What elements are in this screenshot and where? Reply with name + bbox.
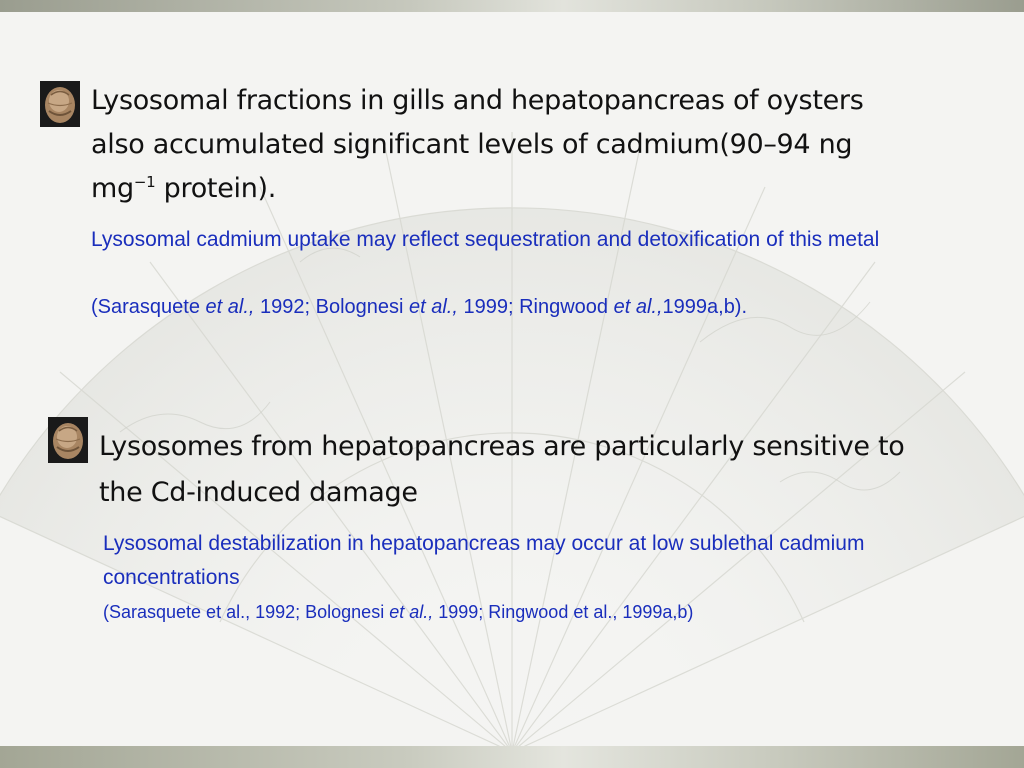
oyster-shell-icon xyxy=(40,81,80,127)
bullet-1-main-text: Lysosomal fractions in gills and hepatopancreas of oysters also accumulated significant levels of cadmium(90–94 ng $mg^{-1}$ protein). xyxy=(91,85,864,204)
oyster-shell-icon xyxy=(48,417,88,463)
bullet-2-detail-text: Lysosomal destabilization in hepatopancreas may occur at low sublethal cadmium concentrations xyxy=(103,532,865,589)
bullet-1-detail-text: Lysosomal cadmium uptake may reflect sequestration and detoxification of this metal xyxy=(91,228,880,251)
bullet-1-reference: (Sarasquete et al., 1992; Bolognesi et al., 1999; Ringwood et al.,1999a,b). xyxy=(91,296,748,318)
bullet-2-main-text: Lysosomes from hepatopancreas are particularly sensitive to the Cd-induced damage xyxy=(99,431,905,508)
bottom-decorative-bar xyxy=(0,746,1024,768)
top-decorative-bar xyxy=(0,0,1024,12)
bullet-2-reference: (Sarasquete et al., 1992; Bolognesi et al., 1999; Ringwood et al., 1999a,b) xyxy=(103,602,694,622)
